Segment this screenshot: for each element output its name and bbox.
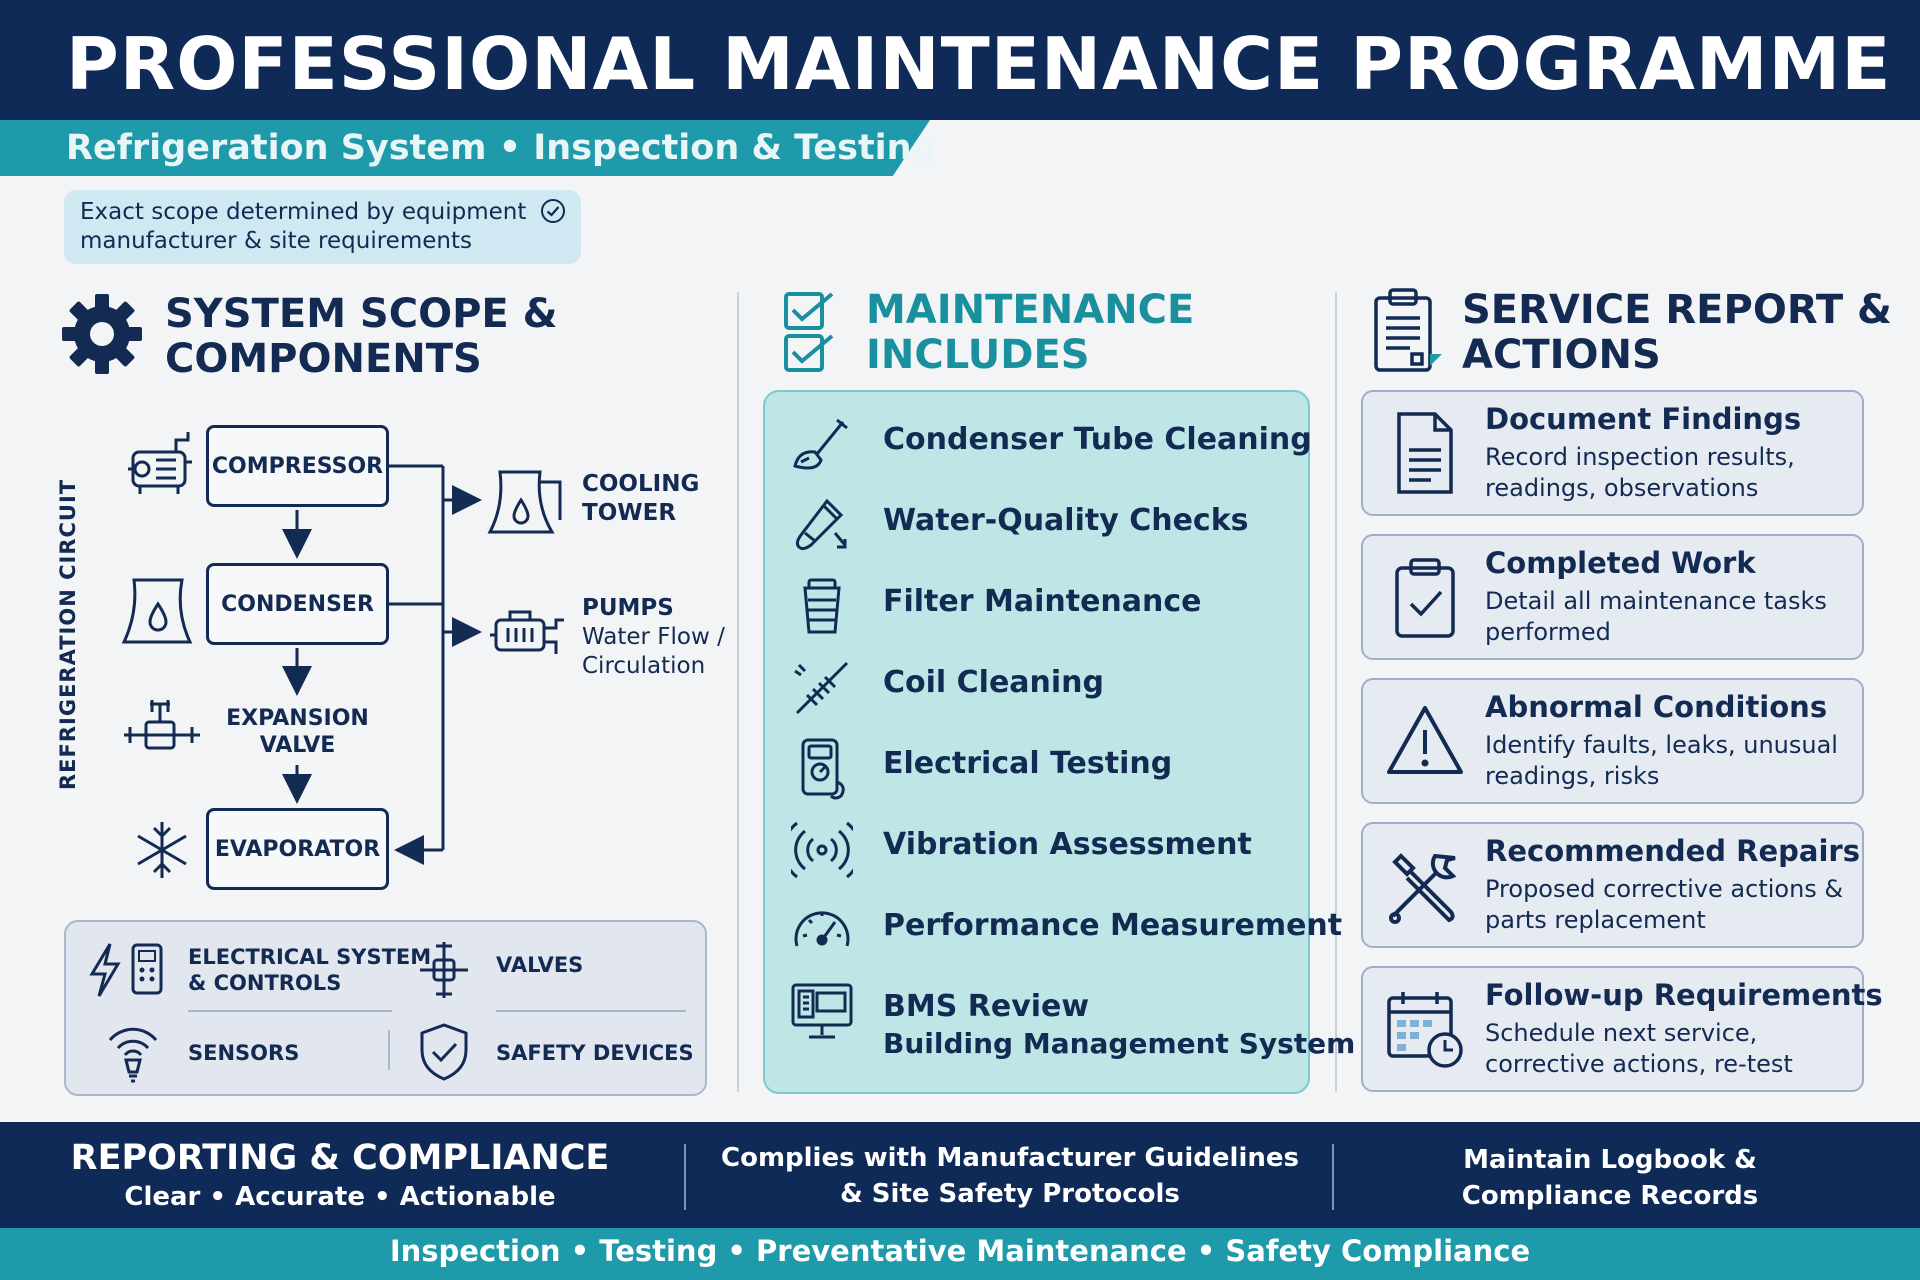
card-body: Schedule next service, corrective actions, re-test [1485,1019,1793,1078]
sys-divider-v [388,1030,390,1070]
footer-divider-2 [1332,1144,1334,1210]
system-scope-title-line1: SYSTEM SCOPE & [165,291,558,337]
sys-divider-h-2 [496,1010,686,1012]
valve-label: VALVE [259,733,336,758]
footer-compliance-line1: Complies with Manufacturer Guidelines [721,1143,1299,1173]
page-subtitle: Refrigeration System • Inspection & Testing [66,128,937,168]
maintenance-panel [763,390,1356,1094]
pumps-sub-2: Circulation [582,653,706,679]
card-body: Record inspection results, readings, observations [1485,443,1795,502]
maintenance-item-label: BMS Review [883,989,1090,1024]
footer-reporting-title: REPORTING & COMPLIANCE [70,1138,610,1178]
lightning-icon [88,942,122,998]
compressor-label: COMPRESSOR [211,453,384,479]
report-card-completed-work [1361,534,1864,660]
card-body: Identify faults, leaks, unusual readings, risks [1485,731,1838,790]
maintenance-item [765,975,1356,1060]
maintenance-item-label: Water-Quality Checks [883,503,1249,538]
system-scope-title [165,292,558,382]
cooling-label: COOLING [582,471,700,497]
calendar-icon [1385,986,1465,1072]
test-tube-icon [791,495,853,557]
maintenance-item [765,813,1308,883]
coil-icon [791,657,853,719]
footer-reporting-sub: Clear • Accurate • Actionable [124,1182,556,1212]
maintenance-item-label: Condenser Tube Cleaning [883,422,1312,457]
pumps-title: PUMPS [582,595,674,621]
sensor-icon [104,1020,162,1084]
maintenance-item [765,894,1343,964]
refrigeration-circuit-label: REFRIGERATION CIRCUIT [56,478,80,790]
maintenance-item-label: Electrical Testing [883,746,1173,781]
checklist-icon [782,290,840,376]
brush-icon [791,414,853,476]
monitor-icon [791,981,853,1043]
sensors-label: SENSORS [188,1041,300,1065]
maintenance-title [866,288,1194,378]
scope-note-text: Exact scope determined by equipment manufacturer & site requirements [80,199,527,254]
footer-tagline: Inspection • Testing • Preventative Maintenance • Safety Compliance [389,1234,1531,1268]
maintenance-title-line1: MAINTENANCE [866,287,1195,333]
footer-divider-1 [684,1144,686,1210]
maintenance-item-label: Vibration Assessment [883,827,1252,862]
maintenance-title-line2: INCLUDES [866,332,1090,378]
tools-icon [1385,842,1465,928]
column-divider-right [1335,292,1337,1092]
compressor-icon [128,432,192,494]
clipboard-check-icon [1385,554,1465,640]
safety-devices-label: SAFETY DEVICES [496,1041,694,1065]
pumps-label [582,594,725,681]
compressor-box [206,425,389,507]
filter-icon [791,576,853,638]
system-scope-title-line2: COMPONENTS [165,336,482,382]
cooling-tower-label [582,470,699,528]
pumps-sub-1: Water Flow / [582,624,725,650]
snowflake-icon [138,822,186,878]
maintenance-item [765,651,1308,721]
multimeter-icon [791,738,853,800]
report-card-document-findings [1361,390,1864,516]
card-title: Completed Work [1485,546,1756,580]
condenser-label: CONDENSER [221,591,374,617]
card-title: Follow-up Requirements [1485,978,1883,1012]
check-circle-icon [540,198,566,224]
footer-reporting [40,1136,640,1214]
report-card-recommended-repairs [1361,822,1864,948]
card-body: Proposed corrective actions & parts replacement [1485,875,1844,934]
valves-label: VALVES [496,953,584,977]
supporting-systems-panel [64,920,707,1096]
control-panel-icon [130,942,164,996]
report-title-line1: SERVICE REPORT & [1462,287,1892,333]
column-divider-left [737,292,739,1092]
maintenance-item [765,570,1308,640]
gauge-icon [791,900,853,962]
evaporator-box [206,808,389,890]
expansion-valve-label [206,705,389,759]
footer-compliance [700,1140,1320,1212]
maintenance-item [765,489,1308,559]
maintenance-item-label: Coil Cleaning [883,665,1105,700]
page-title: PROFESSIONAL MAINTENANCE PROGRAMME [66,22,1892,106]
vibration-icon [791,819,853,881]
footer-logbook [1350,1142,1870,1214]
sys-divider-h-1 [188,1010,392,1012]
electrical-line-1: ELECTRICAL SYSTEM [188,945,432,969]
cooling-tower-icon [490,472,560,532]
maintenance-item [765,408,1312,478]
expansion-valve-icon [124,700,200,748]
report-card-abnormal-conditions [1361,678,1864,804]
report-title [1462,288,1892,378]
maintenance-item-label: Filter Maintenance [883,584,1202,619]
tower-label: TOWER [582,500,677,526]
condenser-icon [124,580,190,642]
gear-icon [60,292,144,376]
report-clipboard-icon [1370,286,1446,374]
card-title: Recommended Repairs [1485,834,1860,868]
report-title-line2: ACTIONS [1462,332,1661,378]
warning-icon [1385,698,1465,784]
shield-icon [418,1022,470,1082]
report-card-follow-up [1361,966,1883,1092]
footer-compliance-line2: & Site Safety Protocols [840,1179,1180,1209]
valve-icon [418,940,470,1000]
pump-icon [490,612,564,654]
card-body: Detail all maintenance tasks performed [1485,587,1827,646]
electrical-system-label [188,944,431,996]
maintenance-item-label: Performance Measurement [883,908,1343,943]
footer-logbook-line1: Maintain Logbook & [1463,1145,1757,1175]
document-icon [1385,410,1465,496]
expansion-label: EXPANSION [226,706,369,731]
condenser-box [206,563,389,645]
card-title: Abnormal Conditions [1485,690,1828,724]
scope-note [64,190,581,264]
maintenance-item-sub: Building Management System [883,1027,1356,1060]
footer-logbook-line2: Compliance Records [1461,1181,1759,1211]
evaporator-label: EVAPORATOR [214,836,381,862]
maintenance-item [765,732,1308,802]
electrical-line-2: & CONTROLS [188,971,342,995]
card-title: Document Findings [1485,402,1802,436]
